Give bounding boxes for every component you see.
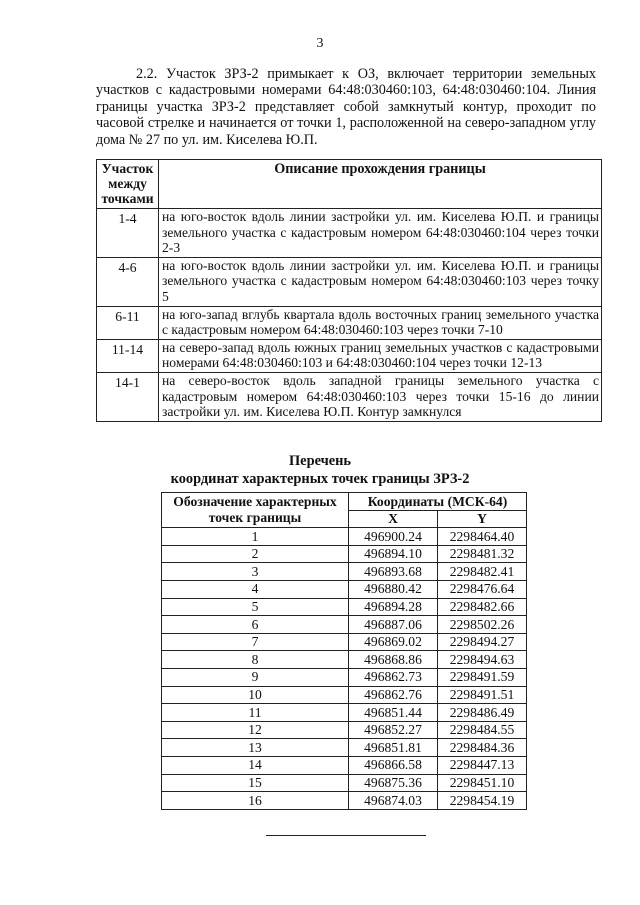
point-cell: 11 — [162, 704, 349, 722]
point-cell: 15 — [162, 774, 349, 792]
point-cell: 13 — [162, 739, 349, 757]
point-cell: 3 — [162, 563, 349, 581]
point-cell: 2 — [162, 545, 349, 563]
y-cell: 2298476.64 — [438, 580, 527, 598]
segment-header-line3: точками — [101, 191, 154, 206]
description-column-header: Описание прохождения границы — [159, 160, 602, 209]
x-cell: 496851.81 — [349, 739, 438, 757]
x-cell: 496894.28 — [349, 598, 438, 616]
x-cell: 496875.36 — [349, 774, 438, 792]
points-header-line2: точек границы — [208, 510, 302, 526]
description-cell: на северо-запад вдоль южных границ земельных участков с кадастровыми номерами 64:48:030460:103 и 64:48:030460:104 через точки 12-13 — [159, 339, 602, 372]
y-cell: 2298491.51 — [438, 686, 527, 704]
point-cell: 8 — [162, 651, 349, 669]
y-cell: 2298482.66 — [438, 598, 527, 616]
point-cell: 14 — [162, 756, 349, 774]
points-column-header — [162, 493, 349, 528]
y-cell: 2298464.40 — [438, 528, 527, 546]
table-row — [162, 651, 527, 669]
coords-header-row — [162, 493, 527, 511]
segment-header-line2: между — [108, 176, 147, 191]
y-cell: 2298447.13 — [438, 756, 527, 774]
segment-cell: 11-14 — [97, 339, 159, 372]
x-cell: 496862.73 — [349, 668, 438, 686]
point-cell: 1 — [162, 528, 349, 546]
bottom-divider — [266, 835, 426, 836]
point-cell: 6 — [162, 616, 349, 634]
y-column-header: Y — [438, 510, 527, 528]
points-header-line1: Обозначение характерных — [173, 494, 337, 510]
x-cell: 496851.44 — [349, 704, 438, 722]
point-cell: 5 — [162, 598, 349, 616]
coords-list-title — [0, 452, 640, 488]
point-cell: 9 — [162, 668, 349, 686]
table-row — [162, 633, 527, 651]
x-cell: 496866.58 — [349, 756, 438, 774]
x-cell: 496869.02 — [349, 633, 438, 651]
table-row — [162, 774, 527, 792]
y-cell: 2298502.26 — [438, 616, 527, 634]
intro-paragraph: 2.2. Участок ЗРЗ-2 примыкает к ОЗ, включает территории земельных участков с кадастровыми номерами 64:48:030460:103, 64:48:030460:104. Линия границы участка ЗРЗ-2 представляет собой замкнутый контур, проходит по часовой стрелке и начинается от точки 1, расположенной на северо-западном углу дома № 27 по ул. им. Киселева Ю.П. — [96, 66, 596, 148]
point-cell: 4 — [162, 580, 349, 598]
segment-column-header — [97, 160, 159, 209]
x-cell: 496862.76 — [349, 686, 438, 704]
table-row — [97, 257, 602, 306]
y-cell: 2298482.41 — [438, 563, 527, 581]
x-cell: 496852.27 — [349, 721, 438, 739]
segment-cell: 1-4 — [97, 209, 159, 258]
y-cell: 2298494.63 — [438, 651, 527, 669]
y-cell: 2298484.36 — [438, 739, 527, 757]
table-row — [162, 721, 527, 739]
table-row — [162, 598, 527, 616]
table-row — [162, 756, 527, 774]
point-cell: 7 — [162, 633, 349, 651]
table-row — [162, 545, 527, 563]
table-row — [162, 528, 527, 546]
y-cell: 2298481.32 — [438, 545, 527, 563]
segment-cell: 4-6 — [97, 257, 159, 306]
segment-cell: 6-11 — [97, 306, 159, 339]
description-cell: на юго-запад вглубь квартала вдоль восточных границ земельного участка с кадастровым номером 64:48:030460:103 через точки 7-10 — [159, 306, 602, 339]
y-cell: 2298494.27 — [438, 633, 527, 651]
x-cell: 496887.06 — [349, 616, 438, 634]
table-row — [97, 339, 602, 372]
point-cell: 12 — [162, 721, 349, 739]
segment-header-line1: Участок — [101, 161, 154, 176]
table-row — [162, 668, 527, 686]
x-cell: 496900.24 — [349, 528, 438, 546]
x-cell: 496868.86 — [349, 651, 438, 669]
description-cell: на юго-восток вдоль линии застройки ул. им. Киселева Ю.П. и границы земельного участка с кадастровым номером 64:48:030460:103 через точку 5 — [159, 257, 602, 306]
x-cell: 496874.03 — [349, 792, 438, 810]
point-cell: 16 — [162, 792, 349, 810]
coords-system-header: Координаты (МСК-64) — [349, 493, 527, 511]
table-row — [162, 739, 527, 757]
x-cell: 496893.68 — [349, 563, 438, 581]
table-row — [97, 372, 602, 421]
table-row — [162, 563, 527, 581]
page-number: 3 — [316, 36, 324, 51]
table-row — [162, 792, 527, 810]
y-cell: 2298486.49 — [438, 704, 527, 722]
table-row — [97, 209, 602, 258]
y-cell: 2298491.59 — [438, 668, 527, 686]
x-column-header: X — [349, 510, 438, 528]
table-row — [162, 580, 527, 598]
description-cell: на северо-восток вдоль западной границы земельного участка с кадастровым номером 64:48:030460:103 через точки 15-16 до линии застройки ул. им. Киселева Ю.П. Контур замкнулся — [159, 372, 602, 421]
y-cell: 2298451.10 — [438, 774, 527, 792]
table-row — [162, 686, 527, 704]
y-cell: 2298454.19 — [438, 792, 527, 810]
point-cell: 10 — [162, 686, 349, 704]
description-cell: на юго-восток вдоль линии застройки ул. им. Киселева Ю.П. и границы земельного участка с кадастровым номером 64:48:030460:104 через точки 2-3 — [159, 209, 602, 258]
coordinates-table — [161, 492, 527, 810]
boundary-description-table — [96, 159, 602, 422]
coords-title-line2: координат характерных точек границы ЗРЗ-2 — [170, 471, 470, 487]
y-cell: 2298484.55 — [438, 721, 527, 739]
x-cell: 496880.42 — [349, 580, 438, 598]
coords-title-line1: Перечень — [288, 453, 352, 469]
boundary-table-header-row — [97, 160, 602, 209]
segment-cell: 14-1 — [97, 372, 159, 421]
x-cell: 496894.10 — [349, 545, 438, 563]
table-row — [162, 616, 527, 634]
table-row — [162, 704, 527, 722]
table-row — [97, 306, 602, 339]
